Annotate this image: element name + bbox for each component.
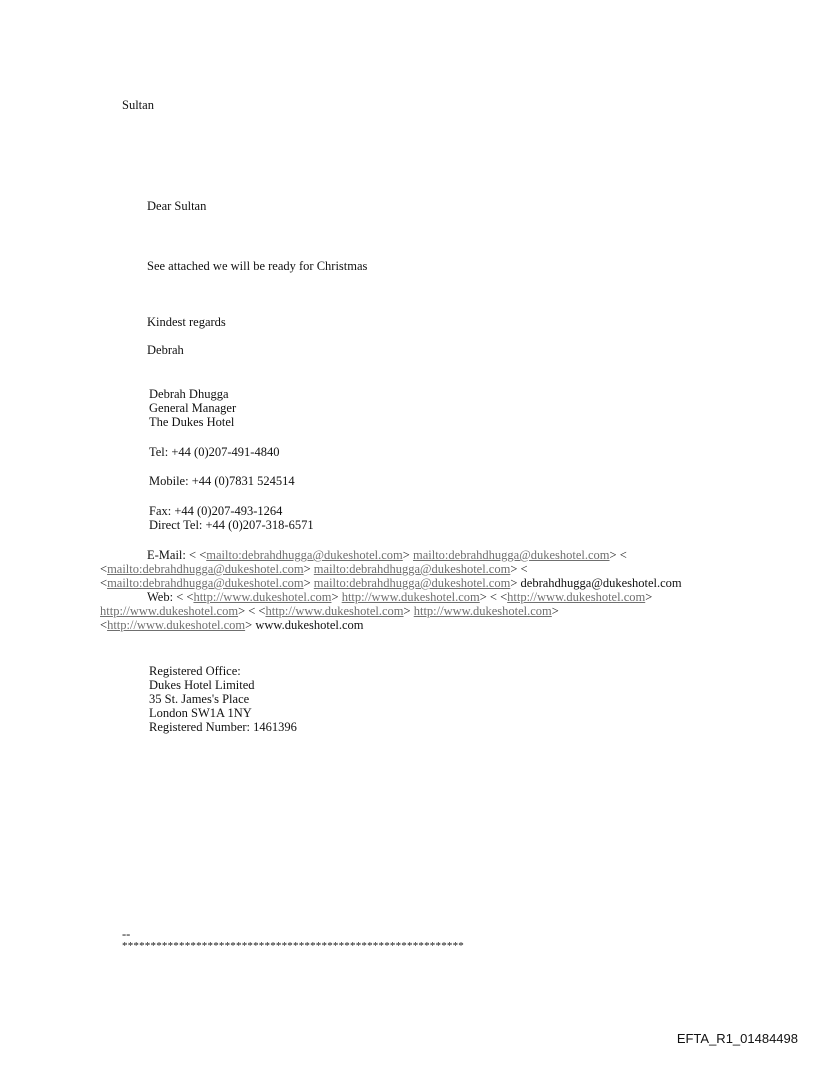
reg-street: 35 St. James's Place [149,692,250,706]
email-line-3: <mailto:debrahdhugga@dukeshotel.com> mailto:debrahdhugga@dukeshotel.com> debrahdhugga@dukeshotel.com [100,576,682,590]
mailto-link[interactable]: mailto:debrahdhugga@dukeshotel.com [107,562,304,576]
web-link[interactable]: http://www.dukeshotel.com [107,618,246,632]
sig-fax: Fax: +44 (0)207-493-1264 [149,504,283,518]
mailto-link[interactable]: mailto:debrahdhugga@dukeshotel.com [313,576,511,590]
reg-city: London SW1A 1NY [149,706,252,720]
web-line-1: Web: < <http://www.dukeshotel.com> http://www.dukeshotel.com> < <http://www.dukeshotel.com> [147,590,653,604]
web-link[interactable]: http://www.dukeshotel.com [265,604,404,618]
sig-mobile: Mobile: +44 (0)7831 524514 [149,474,295,488]
mailto-link[interactable]: mailto:debrahdhugga@dukeshotel.com [107,576,304,590]
document-id: EFTA_R1_01484498 [676,1031,798,1046]
web-link[interactable]: http://www.dukeshotel.com [100,604,239,618]
closing: Kindest regards [147,315,226,329]
web-link[interactable]: http://www.dukeshotel.com [341,590,480,604]
sig-company: The Dukes Hotel [149,415,235,429]
mailto-link[interactable]: mailto:debrahdhugga@dukeshotel.com [206,548,403,562]
sig-title: General Manager [149,401,237,415]
greeting: Dear Sultan [147,199,207,213]
email-line-1: E-Mail: < <mailto:debrahdhugga@dukeshotel.com> mailto:debrahdhugga@dukeshotel.com> < [147,548,627,562]
sig-name: Debrah Dhugga [149,387,229,401]
body-text: See attached we will be ready for Christmas [147,259,368,273]
recipient-line: Sultan [122,98,154,112]
signature-separator: -- [122,927,131,941]
web-link[interactable]: http://www.dukeshotel.com [193,590,332,604]
web-line-3: <http://www.dukeshotel.com> www.dukeshotel.com [100,618,364,632]
web-link[interactable]: http://www.dukeshotel.com [507,590,646,604]
sig-tel: Tel: +44 (0)207-491-4840 [149,445,280,459]
reg-office-label: Registered Office: [149,664,241,678]
sig-direct: Direct Tel: +44 (0)207-318-6571 [149,518,314,532]
sender-first-name: Debrah [147,343,184,357]
web-line-2: http://www.dukeshotel.com> < <http://www.dukeshotel.com> http://www.dukeshotel.com> [100,604,559,618]
mailto-link[interactable]: mailto:debrahdhugga@dukeshotel.com [313,562,511,576]
reg-number: Registered Number: 1461396 [149,720,297,734]
web-link[interactable]: http://www.dukeshotel.com [413,604,552,618]
reg-company: Dukes Hotel Limited [149,678,255,692]
mailto-link[interactable]: mailto:debrahdhugga@dukeshotel.com [412,548,610,562]
email-line-2: <mailto:debrahdhugga@dukeshotel.com> mailto:debrahdhugga@dukeshotel.com> < [100,562,528,576]
asterisk-divider: ************************************************************ [122,940,464,952]
